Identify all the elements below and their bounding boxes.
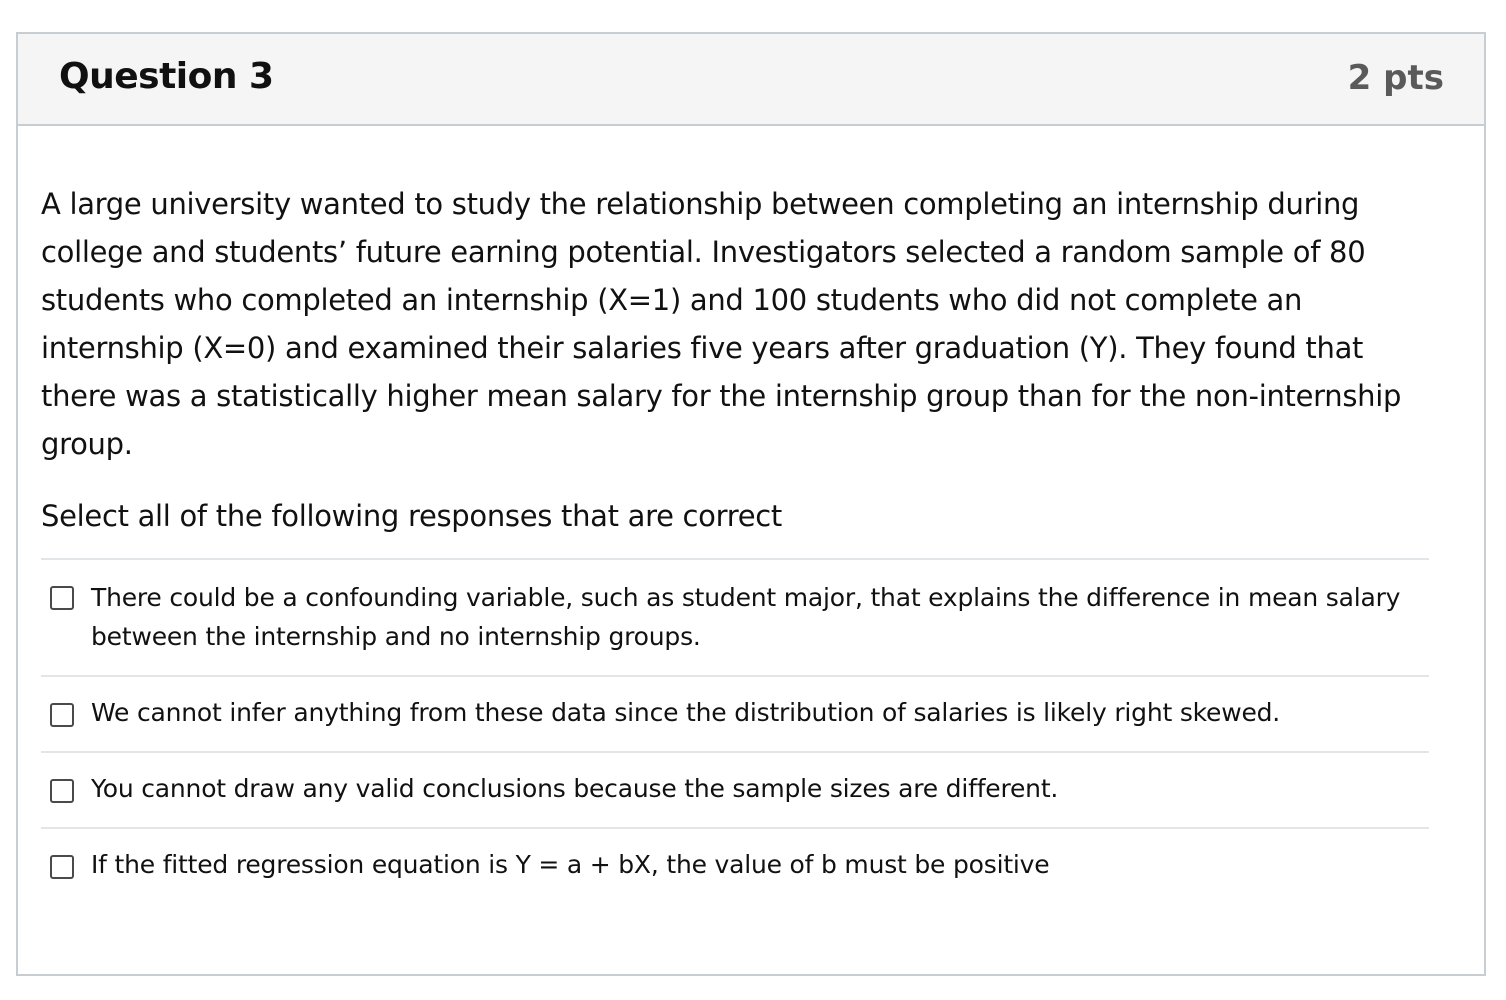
- answer-label: You cannot draw any valid conclusions because the sample sizes are different.: [91, 774, 1059, 803]
- answer-label: We cannot infer anything from these data since the distribution of salaries is likely right skewed.: [91, 698, 1281, 727]
- checkbox-icon[interactable]: [50, 586, 74, 610]
- answer-label: If the fitted regression equation is Y = a + bX, the value of b must be positive: [91, 850, 1050, 879]
- question-body: [41, 180, 1436, 540]
- answer-label: There could be a confounding variable, such as student major, that explains the difference in mean salary between the internship and no internship groups.: [91, 583, 1401, 651]
- checkbox-icon[interactable]: [50, 703, 74, 727]
- checkbox-icon[interactable]: [50, 855, 74, 879]
- answer-option[interactable]: [41, 751, 1429, 827]
- checkbox-icon[interactable]: [50, 779, 74, 803]
- answer-list: [41, 558, 1429, 903]
- answer-option[interactable]: [41, 675, 1429, 751]
- answer-option[interactable]: [41, 827, 1429, 903]
- question-instruction: Select all of the following responses that are correct: [41, 499, 782, 533]
- question-points: 2 pts: [1347, 58, 1444, 98]
- question-prompt: A large university wanted to study the relationship between completing an internship during college and students’ future earning potential. Investigators selected a random sample of 80 students who completed an internship (X=1) and 100 students who did not complete an internship (X=0) and examined their salaries five years after graduation (Y). They found that there was a statistically higher mean salary for the internship group than for the non-internship group.: [41, 187, 1402, 461]
- question-title: Question 3: [59, 56, 274, 97]
- question-header: [18, 34, 1484, 126]
- answer-option[interactable]: [41, 558, 1429, 675]
